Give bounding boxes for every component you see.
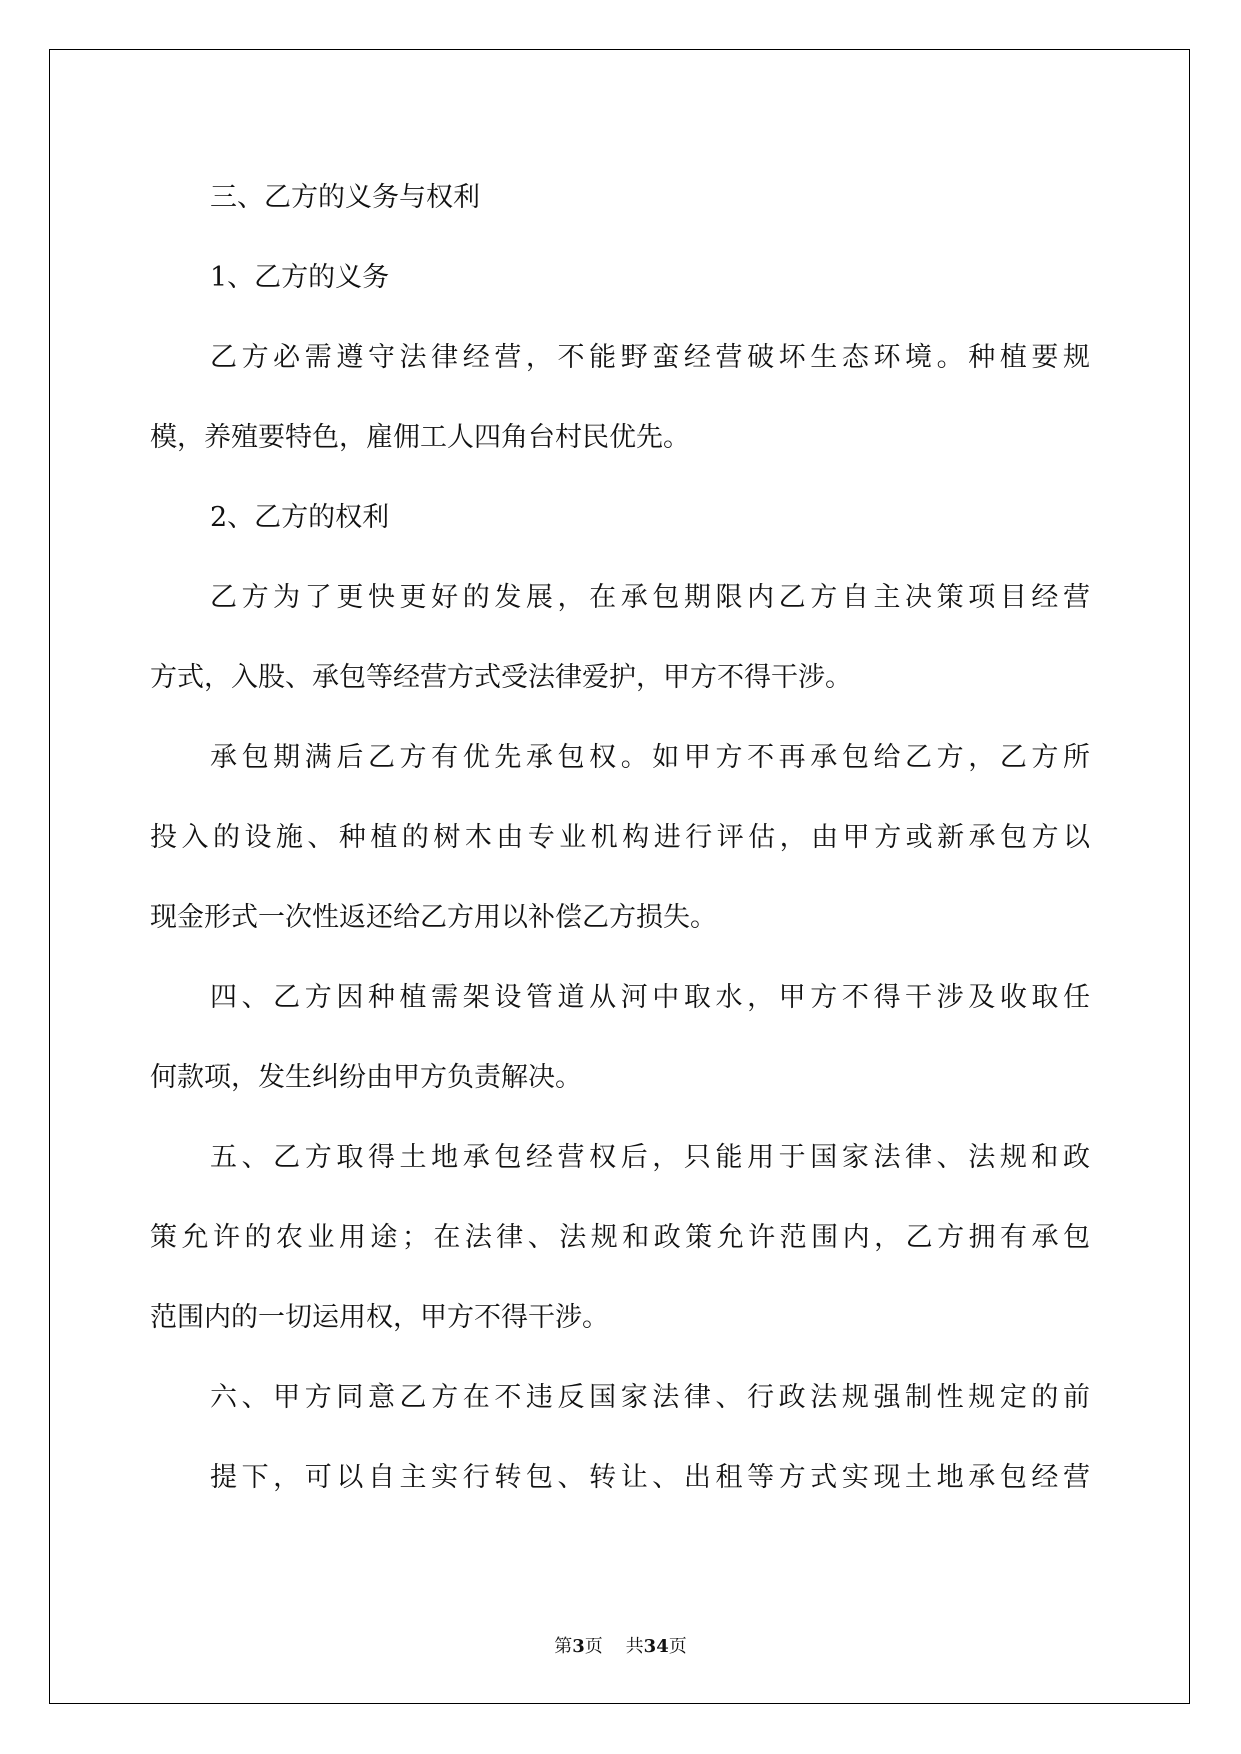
total-prefix: 共 bbox=[625, 1636, 644, 1657]
subsection-heading-duties: 1、乙方的义务 bbox=[210, 262, 390, 293]
page-footer bbox=[0, 1632, 1241, 1658]
paragraph-line: 方式，入股、承包等经营方式受法律爱护，甲方不得干涉。 bbox=[150, 662, 852, 693]
paragraph-line: 提下，可以自主实行转包、转让、出租等方式实现土地承包经营 bbox=[210, 1462, 1090, 1493]
paragraph-line: 策允许的农业用途；在法律、法规和政策允许范围内，乙方拥有承包 bbox=[150, 1222, 1090, 1253]
paragraph-line: 五、乙方取得土地承包经营权后，只能用于国家法律、法规和政 bbox=[210, 1142, 1090, 1173]
paragraph-line: 六、甲方同意乙方在不违反国家法律、行政法规强制性规定的前 bbox=[210, 1382, 1090, 1413]
subsection-heading-rights: 2、乙方的权利 bbox=[210, 502, 390, 533]
total-pages: 34 bbox=[643, 1636, 669, 1657]
paragraph-line: 何款项，发生纠纷由甲方负责解决。 bbox=[150, 1062, 582, 1093]
paragraph-line: 范围内的一切运用权，甲方不得干涉。 bbox=[150, 1302, 609, 1333]
total-suffix: 页 bbox=[668, 1636, 687, 1657]
paragraph-line: 投入的设施、种植的树木由专业机构进行评估，由甲方或新承包方以 bbox=[150, 822, 1090, 853]
page-number: 3 bbox=[572, 1636, 585, 1657]
section-heading-3: 三、乙方的义务与权利 bbox=[210, 182, 480, 213]
page-suffix: 页 bbox=[584, 1636, 603, 1657]
paragraph-line: 乙方为了更快更好的发展，在承包期限内乙方自主决策项目经营 bbox=[210, 582, 1090, 613]
paragraph-line: 四、乙方因种植需架设管道从河中取水，甲方不得干涉及收取任 bbox=[210, 982, 1090, 1013]
paragraph-line: 现金形式一次性返还给乙方用以补偿乙方损失。 bbox=[150, 902, 717, 933]
paragraph-line: 乙方必需遵守法律经营，不能野蛮经营破坏生态环境。种植要规 bbox=[210, 342, 1090, 373]
paragraph-line: 模，养殖要特色，雇佣工人四角台村民优先。 bbox=[150, 422, 690, 453]
document-body bbox=[150, 158, 1090, 1518]
paragraph-line: 承包期满后乙方有优先承包权。如甲方不再承包给乙方，乙方所 bbox=[210, 742, 1090, 773]
page-prefix: 第 bbox=[554, 1636, 573, 1657]
